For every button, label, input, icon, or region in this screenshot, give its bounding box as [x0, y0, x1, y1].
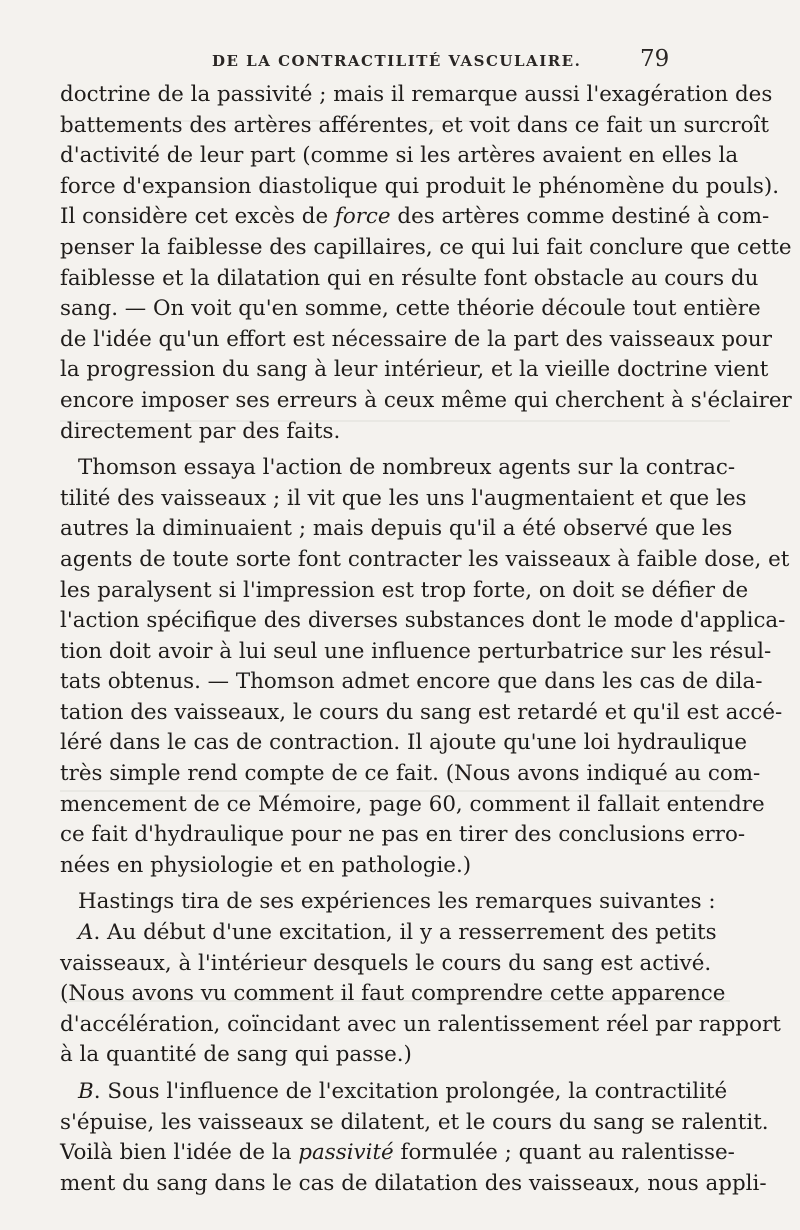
text-line: doctrine de la passivité ; mais il remarque aussi l'exagération des — [60, 82, 773, 107]
text-line: mencement de ce Mémoire, page 60, comment il fallait entendre — [60, 791, 765, 817]
emphasis-passivite: passivité — [298, 1140, 394, 1166]
text-line: les paralysent si l'impression est trop forte, on doit se défier de — [60, 577, 749, 603]
text-line: battements des artères afférentes, et voit dans ce fait un surcroît — [60, 112, 769, 138]
emphasis-A: A — [78, 920, 94, 946]
text-line: Thomson essaya l'action de nombreux agents sur la contrac- — [78, 455, 736, 481]
text-line: très simple rend compte de ce fait. (Nous avons indiqué au com- — [60, 761, 761, 787]
text-segment: Voilà bien l'idée de la — [60, 1140, 299, 1166]
text-line: sang. — On voit qu'en somme, cette théorie découle tout entière — [60, 296, 761, 322]
text-line-with-emphasis — [60, 202, 770, 233]
page-number: 79 — [640, 46, 670, 72]
text-line: tation des vaisseaux, le cours du sang est retardé et qu'il est accé- — [60, 699, 783, 725]
text-line: faiblesse et la dilatation qui en résulte font obstacle au cours du — [60, 265, 759, 291]
text-segment: Il considère cet excès de — [60, 204, 335, 230]
text-line: la progression du sang à leur intérieur, et la vieille doctrine vient — [60, 357, 769, 383]
text-line: autres la diminuaient ; mais depuis qu'il a été observé que les — [60, 516, 733, 542]
text-line: force d'expansion diastolique qui produit le phénomène du pouls). — [60, 173, 780, 199]
text-line: (Nous avons vu comment il faut comprendre cette apparence — [60, 981, 726, 1007]
text-line: Hastings tira de ses expériences les remarques suivantes : — [78, 889, 716, 915]
text-line: tats obtenus. — Thomson admet encore que dans les cas de dila- — [60, 669, 763, 695]
text-line: d'activité de leur part (comme si les artères avaient en elles la — [60, 143, 739, 169]
text-line: agents de toute sorte font contracter les vaisseaux à faible dose, et — [60, 546, 790, 572]
text-line: à la quantité de sang qui passe.) — [60, 1042, 412, 1068]
text-line: l'action spécifique des diverses substances dont le mode d'applica- — [60, 608, 786, 634]
text-segment: des artères comme destiné à com- — [390, 204, 770, 230]
text-line: encore imposer ses erreurs à ceux même qui cherchent à s'éclairer — [60, 387, 792, 413]
text-line: de l'idée qu'un effort est nécessaire de la part des vaisseaux pour — [60, 326, 772, 352]
text-line: penser la faiblesse des capillaires, ce qui lui fait conclure que cette — [60, 234, 792, 260]
text-line: directement par des faits. — [60, 418, 341, 444]
text-line: ment du sang dans le cas de dilatation des vaisseaux, nous appli- — [60, 1170, 767, 1196]
text-line: tilité des vaisseaux ; il vit que les uns l'augmentaient et que les — [60, 485, 747, 511]
text-segment: . Au début d'une excitation, il y a resserrement des petits — [93, 920, 717, 946]
text-line: s'épuise, les vaisseaux se dilatent, et le cours du sang se ralentit. — [60, 1109, 769, 1135]
text-line: tion doit avoir à lui seul une influence perturbatrice sur les résul- — [60, 638, 772, 664]
running-header — [0, 46, 800, 76]
text-line-with-emphasis — [60, 1077, 728, 1108]
emphasis-B: B — [78, 1079, 94, 1104]
running-title: DE LA CONTRACTILITÉ VASCULAIRE. — [212, 52, 582, 70]
text-line: vaisseaux, à l'intérieur desquels le cours du sang est activé. — [60, 950, 712, 976]
body-text — [60, 80, 792, 1199]
text-line-with-emphasis — [60, 1138, 735, 1169]
text-segment: . Sous l'influence de l'excitation prolongée, la contractilité — [93, 1079, 728, 1104]
text-line: nées en physiologie et en pathologie.) — [60, 852, 472, 878]
text-line: léré dans le cas de contraction. Il ajoute qu'une loi hydraulique — [60, 730, 748, 756]
emphasis-force: force — [334, 204, 391, 230]
text-segment: formulée ; quant au ralentisse- — [393, 1140, 735, 1166]
text-line: ce fait d'hydraulique pour ne pas en tirer des conclusions erro- — [60, 822, 746, 848]
text-line: d'accélération, coïncidant avec un ralentissement réel par rapport — [60, 1011, 781, 1037]
text-line-with-emphasis — [60, 918, 717, 949]
